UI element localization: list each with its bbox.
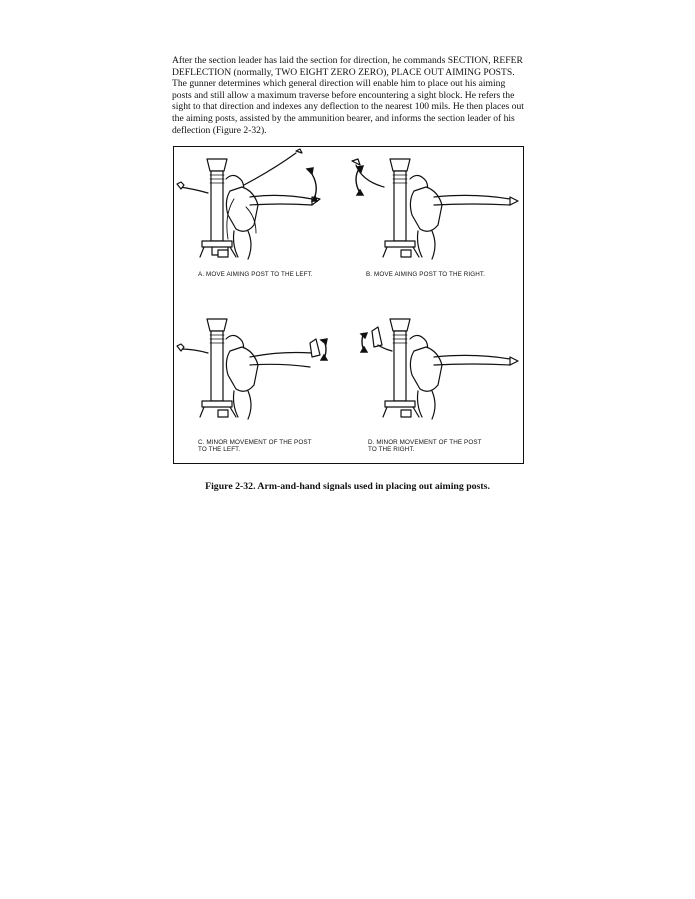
panel-d-caption: D. MINOR MOVEMENT OF THE POST TO THE RIGHT. [368,439,482,454]
panel-a [174,147,348,297]
body-paragraph: After the section leader has laid the section for direction, he commands SECTION, REFER DEFLECTION (normally, TWO EIGHT ZERO ZERO), PLACE OUT AIMING POSTS. The gunner determines which general direction will enable him to place out his aiming posts and still allow a maximum traverse before encountering a sight block. He refers the sight to that direction and indexes any deflection to the nearest 100 mils. He then places out the aiming posts, assisted by the ammunition bearer, and informs the section leader of his deflection (Figure 2-32). [172,55,524,136]
panel-d [348,307,522,457]
double-headed-arrow-icon [321,339,327,360]
panel-b [348,147,522,297]
soldier-illustration-c [174,307,348,457]
double-headed-arrow-icon [307,168,317,201]
figure-2-32 [173,146,524,464]
double-headed-arrow-icon [356,166,363,195]
panel-a-caption: A. MOVE AIMING POST TO THE LEFT. [198,271,313,278]
figure-caption: Figure 2-32. Arm-and-hand signals used in placing out aiming posts. [205,481,490,492]
double-headed-arrow-icon [361,333,367,352]
panel-c-caption: C. MINOR MOVEMENT OF THE POST TO THE LEFT. [198,439,312,454]
panel-c [174,307,348,457]
soldier-illustration-d [348,307,522,457]
panel-b-caption: B. MOVE AIMING POST TO THE RIGHT. [366,271,485,278]
